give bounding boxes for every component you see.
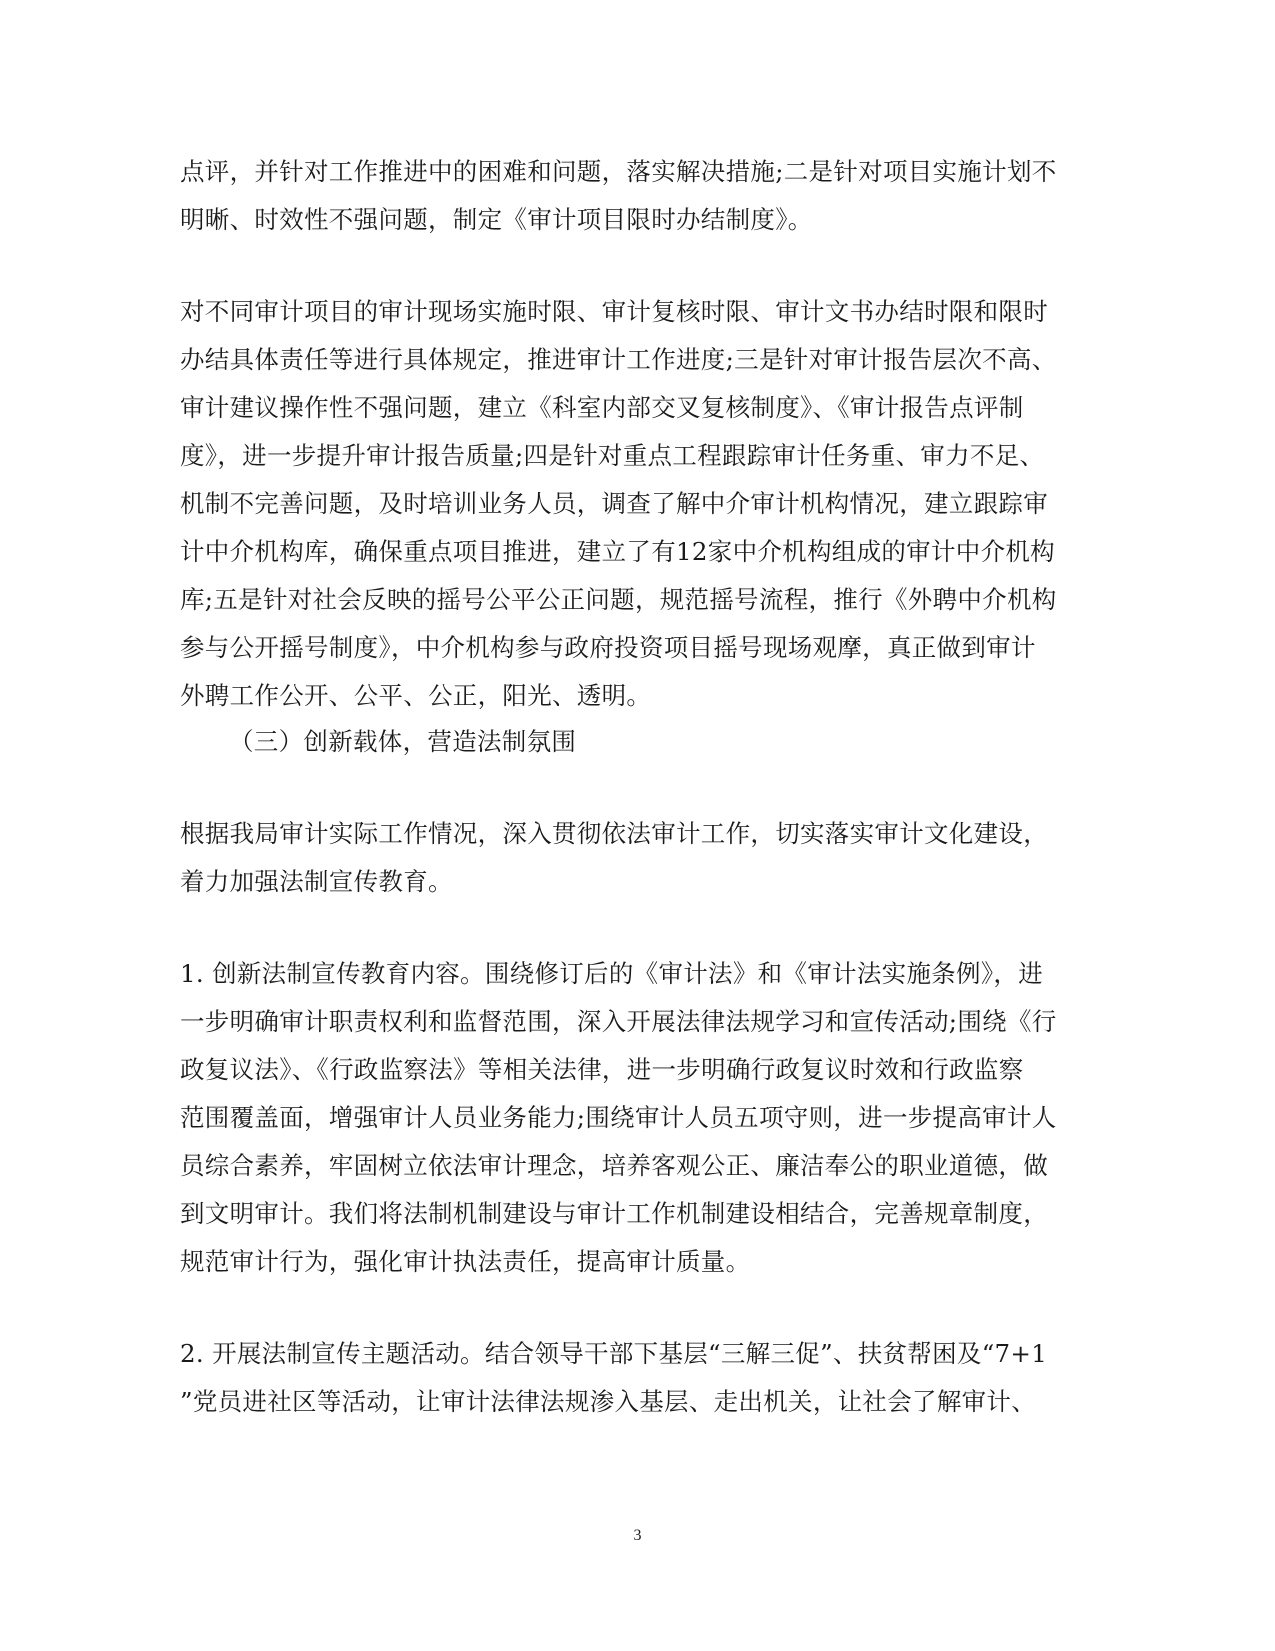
paragraph-line: 着力加强法制宣传教育。: [180, 867, 453, 896]
paragraph-line: 2. 开展法制宣传主题活动。结合领导干部下基层“三解三促”、扶贫帮困及“7+1: [180, 1339, 1048, 1368]
paragraph-line: 库;五是针对社会反映的摇号公平公正问题，规范摇号流程，推行《外聘中介机构: [180, 585, 1057, 614]
paragraph-line: 办结具体责任等进行具体规定，推进审计工作进度;三是针对审计报告层次不高、: [180, 345, 1057, 374]
paragraph-line: 度》，进一步提升审计报告质量;四是针对重点工程跟踪审计任务重、审力不足、: [180, 441, 1045, 470]
paragraph-line: 机制不完善问题，及时培训业务人员，调查了解中介审计机构情况，建立跟踪审: [180, 489, 1048, 518]
paragraph-line: 员综合素养，牢固树立依法审计理念，培养客观公正、廉洁奉公的职业道德，做: [180, 1151, 1048, 1180]
paragraph-line: 1. 创新法制宣传教育内容。围绕修订后的《审计法》和《审计法实施条例》，进: [180, 959, 1044, 988]
paragraph-line: 到文明审计。我们将法制机制建设与审计工作机制建设相结合，完善规章制度，: [180, 1199, 1048, 1228]
paragraph-line: 范围覆盖面，增强审计人员业务能力;围绕审计人员五项守则，进一步提高审计人: [180, 1103, 1057, 1132]
page-number: 3: [633, 1527, 642, 1544]
paragraph-line: 计中介机构库，确保重点项目推进，建立了有12家中介机构组成的审计中介机构: [180, 537, 1055, 566]
paragraph-line: 审计建议操作性不强问题，建立《科室内部交叉复核制度》、《审计报告点评制: [180, 393, 1024, 422]
paragraph-line: 点评，并针对工作推进中的困难和问题，落实解决措施;二是针对项目实施计划不: [180, 157, 1057, 186]
paragraph-line: 参与公开摇号制度》，中介机构参与政府投资项目摇号现场观摩，真正做到审计: [180, 633, 1036, 662]
paragraph-line: 规范审计行为，强化审计执法责任，提高审计质量。: [180, 1247, 751, 1276]
paragraph-line: 根据我局审计实际工作情况，深入贯彻依法审计工作，切实落实审计文化建设，: [180, 819, 1048, 848]
paragraph-line: 对不同审计项目的审计现场实施时限、审计复核时限、审计文书办结时限和限时: [180, 297, 1048, 326]
paragraph-line: 明晰、时效性不强问题，制定《审计项目限时办结制度》。: [180, 205, 813, 234]
paragraph-line: 一步明确审计职责权利和监督范围，深入开展法律法规学习和宣传活动;围绕《行: [180, 1007, 1057, 1036]
paragraph-line: ”党员进社区等活动，让审计法律法规渗入基层、走出机关，让社会了解审计、: [180, 1387, 1037, 1416]
section-heading: （三）创新载体，营造法制氛围: [229, 727, 577, 756]
paragraph-line: 外聘工作公开、公平、公正，阳光、透明。: [180, 681, 652, 710]
paragraph-line: 政复议法》、《行政监察法》等相关法律，进一步明确行政复议时效和行政监察: [180, 1055, 1024, 1084]
